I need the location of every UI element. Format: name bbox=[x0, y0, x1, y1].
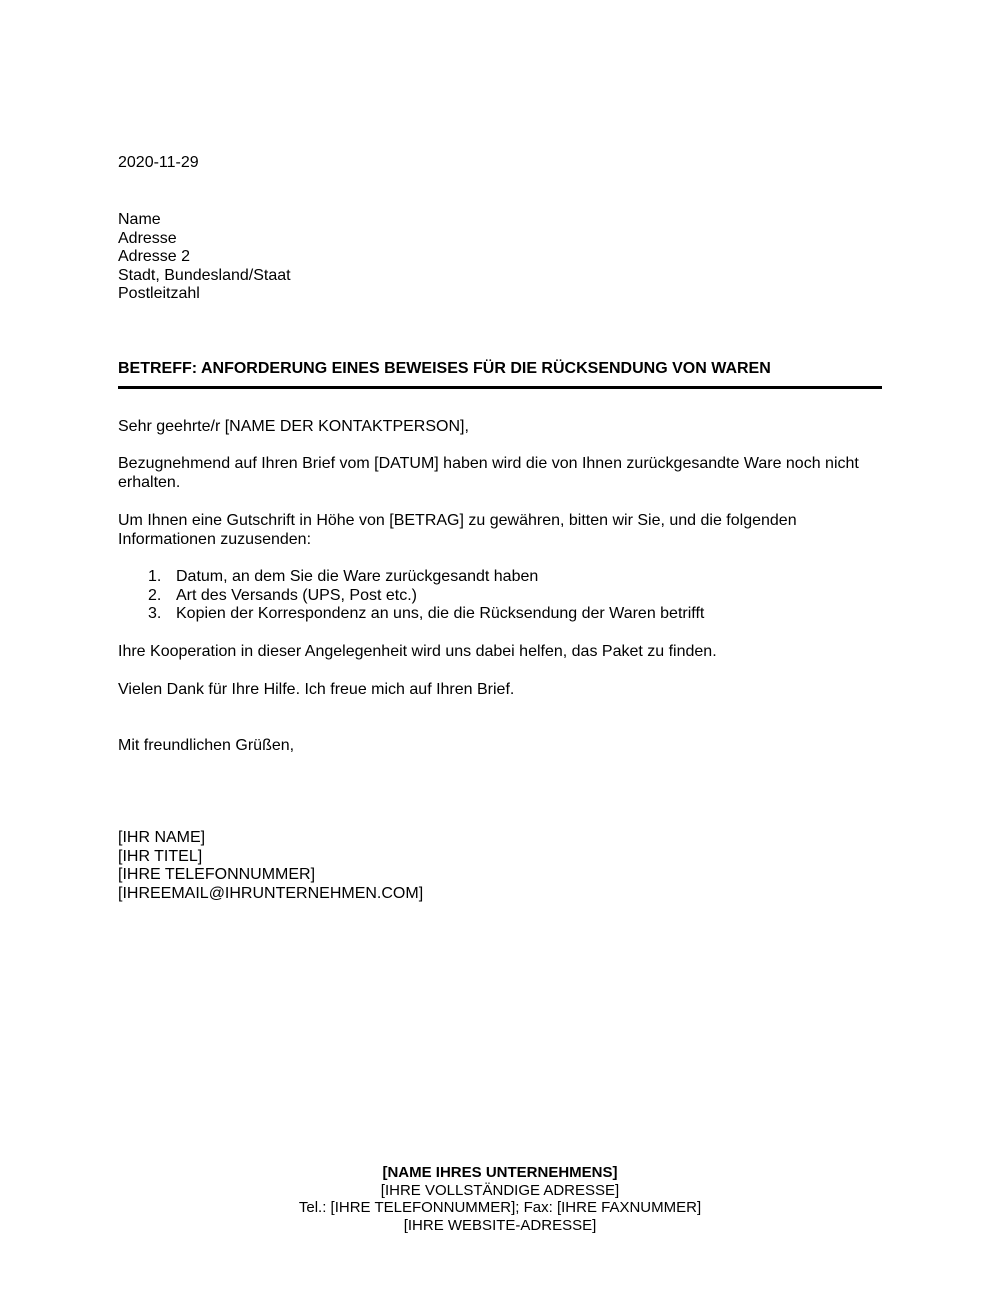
recipient-address-line1: Adresse bbox=[118, 229, 177, 247]
signature-email: [IHREEMAIL@IHRUNTERNEHMEN.COM] bbox=[118, 884, 424, 902]
signature-block bbox=[118, 829, 423, 903]
subject-line: BETREFF: ANFORDERUNG EINES BEWEISES FÜR DIE RÜCKSENDUNG VON WAREN bbox=[118, 360, 771, 377]
list-item-number: 2. bbox=[148, 586, 162, 604]
letter-date: 2020-11-29 bbox=[118, 154, 199, 171]
requested-info-list bbox=[118, 568, 704, 624]
footer-address: [IHRE VOLLSTÄNDIGE ADRESSE] bbox=[380, 1181, 620, 1199]
list-item-text: Art des Versands (UPS, Post etc.) bbox=[176, 586, 417, 604]
salutation: Sehr geehrte/r [NAME DER KONTAKTPERSON], bbox=[118, 418, 469, 435]
recipient-city-state: Stadt, Bundesland/Staat bbox=[118, 266, 291, 284]
closing: Mit freundlichen Grüßen, bbox=[118, 737, 295, 754]
list-item bbox=[118, 587, 704, 606]
paragraph-cooperation: Ihre Kooperation in dieser Angelegenheit wird uns dabei helfen, das Paket zu finden. bbox=[118, 643, 717, 660]
paragraph-reference: Bezugnehmend auf Ihren Brief vom [DATUM] haben wird die von Ihnen zurückgesandte Ware noch nicht erhalten. bbox=[118, 455, 859, 491]
subject-divider bbox=[118, 386, 882, 389]
list-item-text: Kopien der Korrespondenz an uns, die die Rücksendung der Waren betrifft bbox=[176, 605, 705, 623]
list-item-text: Datum, an dem Sie die Ware zurückgesandt haben bbox=[176, 568, 539, 585]
signature-title: [IHR TITEL] bbox=[118, 847, 203, 865]
footer-website: [IHRE WEBSITE-ADRESSE] bbox=[403, 1216, 597, 1234]
recipient-zip: Postleitzahl bbox=[118, 285, 200, 303]
signature-phone: [IHRE TELEFONNUMMER] bbox=[118, 866, 316, 884]
recipient-address bbox=[118, 211, 291, 304]
footer-contact: Tel.: [IHRE TELEFONNUMMER]; Fax: [IHRE FAXNUMMER] bbox=[298, 1199, 702, 1217]
recipient-address-line2: Adresse 2 bbox=[118, 248, 191, 266]
list-item bbox=[118, 605, 704, 624]
paragraph-thanks: Vielen Dank für Ihre Hilfe. Ich freue mich auf Ihren Brief. bbox=[118, 681, 515, 698]
list-item-number: 1. bbox=[148, 568, 162, 585]
signature-name: [IHR NAME] bbox=[118, 829, 206, 846]
list-item bbox=[118, 568, 704, 587]
paragraph-request: Um Ihnen eine Gutschrift in Höhe von [BETRAG] zu gewähren, bitten wir Sie, und die folgenden Informationen zuzusenden: bbox=[118, 512, 797, 548]
footer-company-name: [NAME IHRES UNTERNEHMENS] bbox=[382, 1164, 618, 1181]
company-footer bbox=[0, 1164, 1000, 1234]
recipient-name: Name bbox=[118, 211, 161, 228]
list-item-number: 3. bbox=[148, 605, 162, 623]
